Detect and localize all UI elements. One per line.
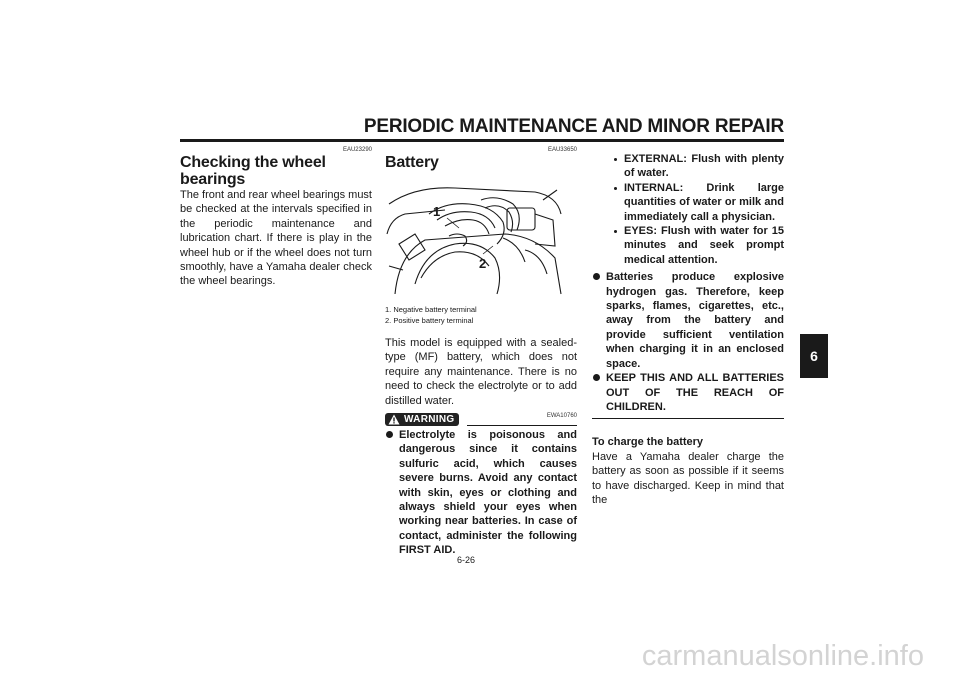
caption-1: 1. Negative battery terminal	[385, 305, 477, 314]
warning-item	[592, 270, 784, 371]
warning-badge	[385, 413, 459, 426]
battery-intro-text: This model is equipped with a sealed-type (MF) battery, which does not require any maintenance. There is no need to check the electrolyte or to add distilled water.	[385, 337, 577, 407]
section-code: EAU33650	[547, 147, 577, 153]
caption-2: 2. Positive battery terminal	[385, 316, 474, 325]
first-aid-item: EYES: Flush with water for 15 minutes and seek prompt medical attention.	[606, 224, 784, 267]
column-2	[385, 146, 577, 558]
warning-list-continued	[592, 270, 784, 414]
first-aid-list	[606, 152, 784, 267]
warning-item-text: Batteries produce explosive hydrogen gas. Therefore, keep sparks, flames, cigarettes, etc., away from the battery and provide sufficient ventilation when charging it in an enclosed space.	[606, 271, 784, 370]
bullet-icon	[593, 273, 600, 280]
wheel-bearings-text: The front and rear wheel bearings must be checked at the intervals specified in the periodic maintenance and lubrication chart. If there is play in the wheel hub or if the wheel does not turn smoothly, have a Yamaha dealer check the wheel bearings.	[180, 189, 372, 288]
warning-rule	[467, 425, 577, 426]
bullet-icon	[614, 230, 617, 233]
bullet-icon	[614, 158, 617, 161]
section-code: EAU23290	[342, 147, 372, 153]
section-heading-charge: To charge the battery	[592, 436, 704, 449]
bullet-icon	[386, 431, 393, 438]
battery-figure	[385, 174, 565, 300]
charge-text: Have a Yamaha dealer charge the battery as soon as possible if it seems to have discharged. Keep in mind that the	[592, 450, 784, 506]
section-heading-wheel-bearings: Checking the wheel bearings	[180, 154, 326, 188]
battery-illustration	[385, 174, 565, 300]
warning-item	[592, 371, 784, 414]
page-number: 6-26	[456, 555, 475, 565]
header-rule	[180, 139, 784, 142]
section-heading-battery: Battery	[385, 154, 439, 171]
column-1	[180, 146, 372, 289]
figure-label-1: 1	[433, 204, 441, 219]
watermark: carmanualsonline.info	[641, 640, 924, 672]
first-aid-item: INTERNAL: Drink large quantities of water or milk and immediately call a physician.	[606, 181, 784, 224]
bullet-icon	[593, 374, 600, 381]
warning-item	[385, 428, 577, 558]
warning-end-rule	[592, 418, 784, 419]
chapter-tab: 6	[800, 334, 828, 378]
warning-label: WARNING	[404, 414, 455, 426]
first-aid-item: EXTERNAL: Flush with plenty of water.	[606, 152, 784, 181]
figure-label-2: 2	[479, 256, 487, 271]
warning-item-text: Electrolyte is poisonous and dangerous since it contains sulfuric acid, which causes severe burns. Avoid any contact with skin, eyes or clothing and always shield your eyes when working near batteries. In case of contact, administer the following FIRST AID.	[399, 429, 577, 557]
warning-triangle-icon	[388, 414, 400, 425]
warning-list	[385, 428, 577, 558]
figure-captions	[385, 304, 577, 326]
warning-item-text: KEEP THIS AND ALL BATTERIES OUT OF THE REACH OF CHILDREN.	[606, 372, 784, 413]
warning-code: EWA10760	[546, 413, 577, 420]
page-header-title: PERIODIC MAINTENANCE AND MINOR REPAIR	[363, 116, 784, 137]
bullet-icon	[614, 187, 617, 190]
column-3	[592, 152, 784, 507]
